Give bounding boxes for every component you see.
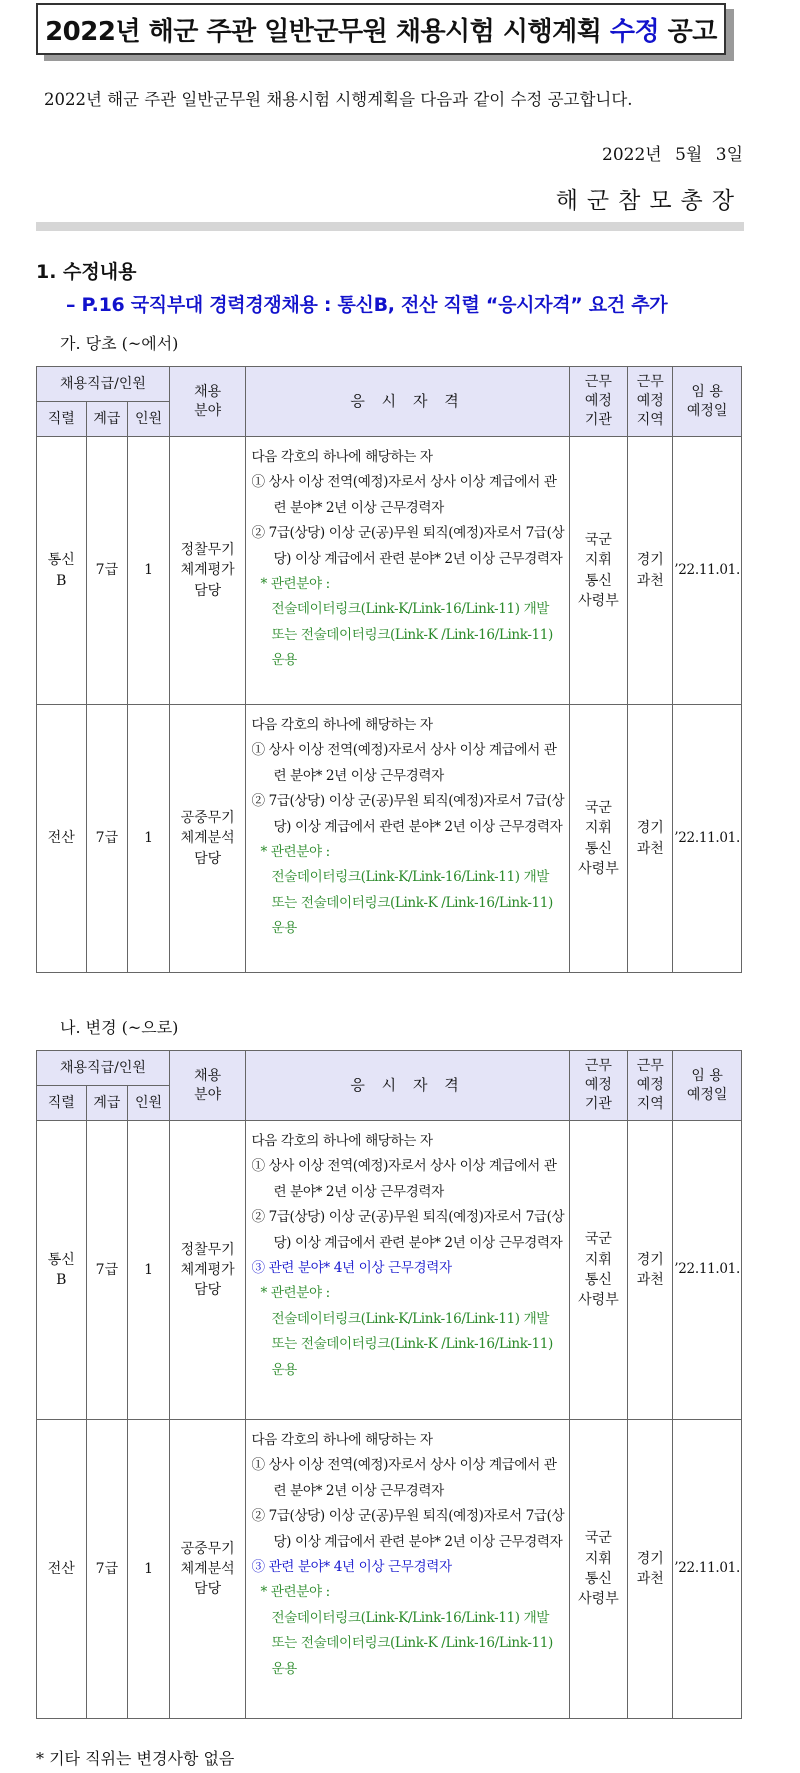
notice-title [36,3,726,55]
cell-grade: 7급 [86,437,128,705]
signer: 해군참모총장 [555,188,743,214]
cell-field: 정찰무기 체계평가 담당 [169,437,246,705]
header-count: 인원 [128,402,170,437]
header-qualifications: 응 시 자 격 [246,1051,569,1121]
cell-agency: 국군 지휘 통신 사령부 [569,705,628,973]
cell-series: 전산 [37,705,87,973]
cell-region: 경기 과천 [628,1121,673,1420]
qual-intro: 다음 각호의 하나에 해당하는 자 [251,449,433,465]
qual-item-added: ③ 관련 분야* 4년 이상 근무경력자 [251,1260,452,1277]
cell-hire-date: ’22.11.01. [673,1420,742,1719]
cell-agency: 국군 지휘 통신 사령부 [569,437,628,705]
table-row [37,1420,742,1719]
cell-count: 1 [128,1121,170,1420]
table-row [37,437,742,705]
qual-item-added: ③ 관련 분야* 4년 이상 근무경력자 [251,1559,452,1576]
related-field-text: 전술데이터링크(Link-K/Link-16/Link-11) 개발 또는 전술데이터링크(Link-K /Link-16/Link-11) 운용 [271,601,553,669]
header-qualifications: 응 시 자 격 [246,367,569,437]
cell-qualifications [246,437,569,705]
qual-item: ② 7급(상당) 이상 군(공)무원 퇴직(예정)자로서 7급(상당) 이상 계급에서 관련 분야* 2년 이상 근무경력자 [251,1209,565,1251]
qual-intro: 다음 각호의 하나에 해당하는 자 [251,1133,433,1149]
header-agency: 근무 예정 기관 [569,1051,628,1121]
cell-qualifications [246,1121,569,1420]
cell-count: 1 [128,705,170,973]
cell-hire-date: ’22.11.01. [673,1121,742,1420]
title-highlight: 수정 [609,16,660,47]
divider-bar [36,222,744,231]
related-field-label: * 관련분야 : [260,576,330,593]
title-text-1: 2022년 해군 주관 일반군무원 채용시험 시행계획 [45,16,610,47]
cell-field: 정찰무기 체계평가 담당 [169,1121,246,1420]
related-field-label: * 관련분야 : [260,844,330,861]
cell-field: 공중무기 체계분석 담당 [169,1420,246,1719]
related-field-label: * 관련분야 : [260,1285,330,1302]
cell-grade: 7급 [86,1420,128,1719]
after-table [36,1050,742,1719]
before-label: 가. 당초 (~에서) [60,334,179,353]
cell-count: 1 [128,1420,170,1719]
cell-region: 경기 과천 [628,705,673,973]
notice-title-banner [36,3,734,61]
qual-item: ② 7급(상당) 이상 군(공)무원 퇴직(예정)자로서 7급(상당) 이상 계급에서 관련 분야* 2년 이상 근무경력자 [251,793,565,835]
cell-grade: 7급 [86,705,128,973]
header-series: 직렬 [37,1086,87,1121]
qual-item: ② 7급(상당) 이상 군(공)무원 퇴직(예정)자로서 7급(상당) 이상 계급에서 관련 분야* 2년 이상 근무경력자 [251,525,565,567]
cell-qualifications [246,705,569,973]
related-field-text: 전술데이터링크(Link-K/Link-16/Link-11) 개발 또는 전술데이터링크(Link-K /Link-16/Link-11) 운용 [271,1609,553,1677]
qual-intro: 다음 각호의 하나에 해당하는 자 [251,1432,433,1448]
header-series: 직렬 [37,402,87,437]
cell-grade: 7급 [86,1121,128,1420]
header-region: 근무 예정 지역 [628,1051,673,1121]
footer-note: * 기타 직위는 변경사항 없음 [36,1749,235,1768]
cell-series: 통신 B [37,437,87,705]
cell-series: 전산 [37,1420,87,1719]
qual-item: ① 상사 이상 전역(예정)자로서 상사 이상 계급에서 관련 분야* 2년 이상 근무경력자 [251,474,557,516]
cell-count: 1 [128,437,170,705]
header-hire-date: 임 용 예정일 [673,1051,742,1121]
cell-hire-date: ’22.11.01. [673,437,742,705]
header-grade: 계급 [86,402,128,437]
related-field-label: * 관련분야 : [260,1584,330,1601]
before-table [36,366,742,973]
related-field-text: 전술데이터링크(Link-K/Link-16/Link-11) 개발 또는 전술데이터링크(Link-K /Link-16/Link-11) 운용 [271,869,553,937]
cell-agency: 국군 지휘 통신 사령부 [569,1121,628,1420]
cell-series: 통신 B [37,1121,87,1420]
header-count: 인원 [128,1086,170,1121]
header-field: 채용 분야 [169,1051,246,1121]
header-region: 근무 예정 지역 [628,367,673,437]
table-row [37,705,742,973]
header-field: 채용 분야 [169,367,246,437]
cell-field: 공중무기 체계분석 담당 [169,705,246,973]
intro-text: 2022년 해군 주관 일반군무원 채용시험 시행계획을 다음과 같이 수정 공고합니다. [44,90,633,109]
header-grade: 계급 [86,1086,128,1121]
cell-qualifications [246,1420,569,1719]
cell-agency: 국군 지휘 통신 사령부 [569,1420,628,1719]
after-label: 나. 변경 (~으로) [60,1018,179,1037]
section-heading: 1. 수정내용 [36,261,137,283]
cell-region: 경기 과천 [628,437,673,705]
qual-item: ① 상사 이상 전역(예정)자로서 상사 이상 계급에서 관련 분야* 2년 이상 근무경력자 [251,742,557,784]
section-subheading: – P.16 국직부대 경력경쟁채용 : 통신B, 전산 직렬 “응시자격” 요건 추가 [66,294,668,316]
qual-intro: 다음 각호의 하나에 해당하는 자 [251,717,433,733]
header-group: 채용직급/인원 [37,1051,170,1086]
cell-hire-date: ’22.11.01. [673,705,742,973]
qual-item: ② 7급(상당) 이상 군(공)무원 퇴직(예정)자로서 7급(상당) 이상 계급에서 관련 분야* 2년 이상 근무경력자 [251,1508,565,1550]
header-agency: 근무 예정 기관 [569,367,628,437]
notice-date: 2022년 5월 3일 [602,145,743,165]
cell-region: 경기 과천 [628,1420,673,1719]
header-hire-date: 임 용 예정일 [673,367,742,437]
title-text-2: 공고 [659,16,717,47]
table-row [37,1121,742,1420]
qual-item: ① 상사 이상 전역(예정)자로서 상사 이상 계급에서 관련 분야* 2년 이상 근무경력자 [251,1457,557,1499]
related-field-text: 전술데이터링크(Link-K/Link-16/Link-11) 개발 또는 전술데이터링크(Link-K /Link-16/Link-11) 운용 [271,1310,553,1378]
qual-item: ① 상사 이상 전역(예정)자로서 상사 이상 계급에서 관련 분야* 2년 이상 근무경력자 [251,1158,557,1200]
header-group: 채용직급/인원 [37,367,170,402]
